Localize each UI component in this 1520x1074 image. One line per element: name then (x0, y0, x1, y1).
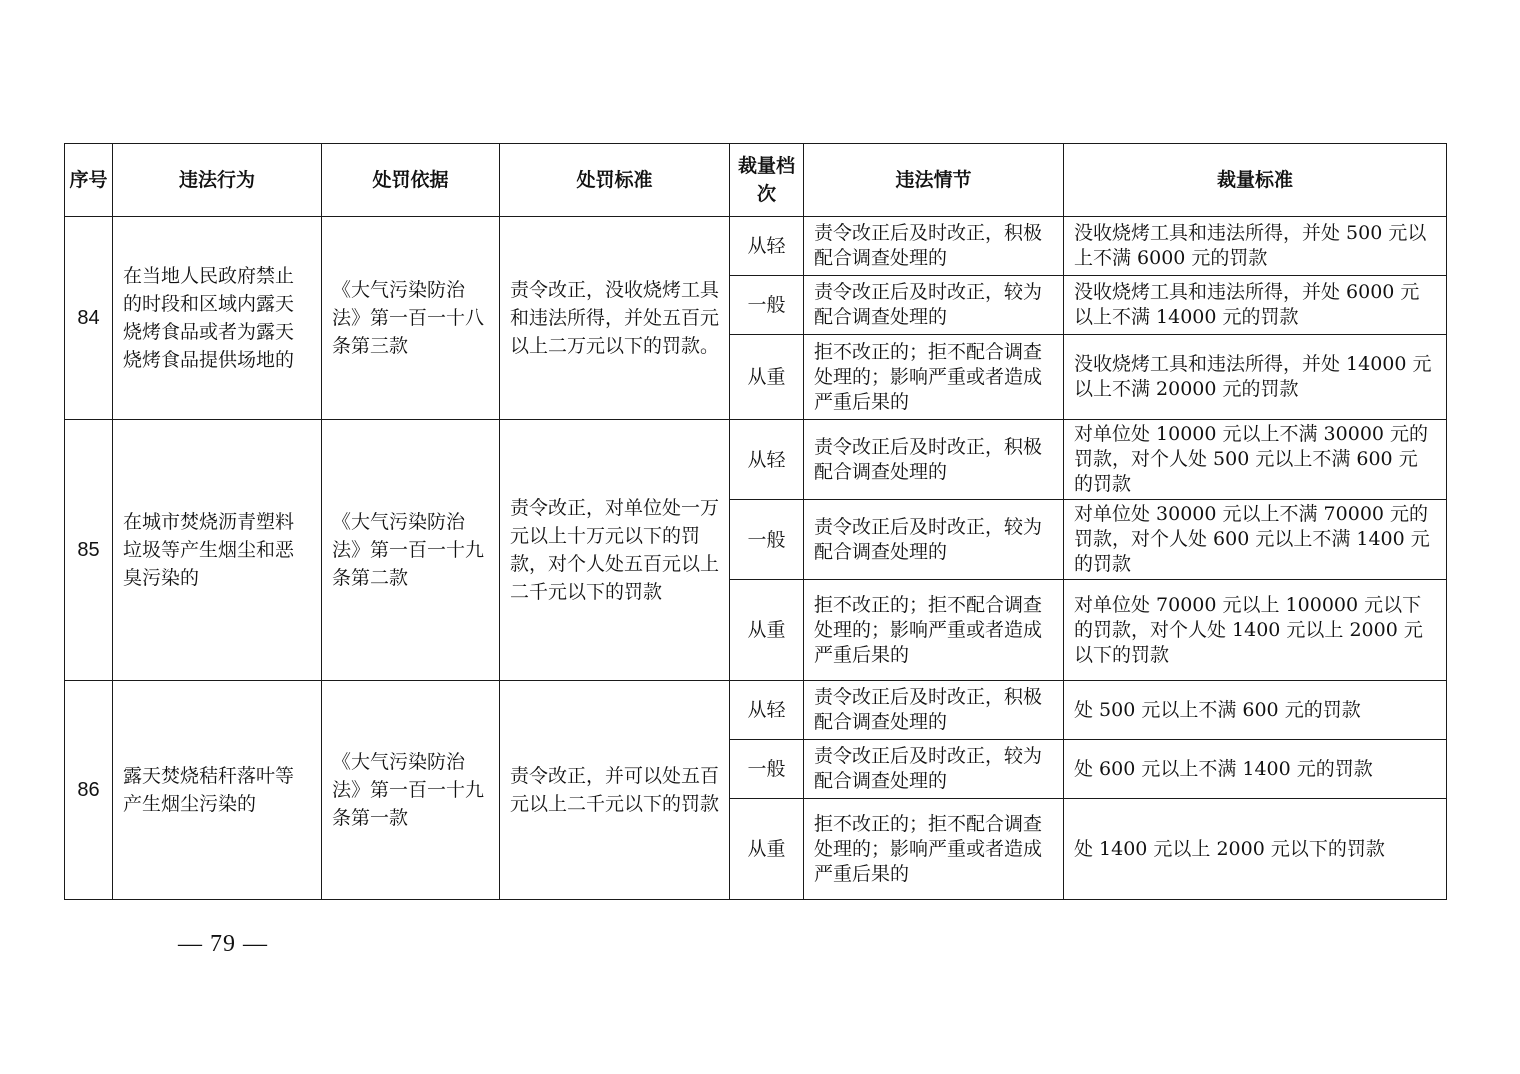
discretion-cell: 对单位处 10000 元以上不满 30000 元的罚款，对个人处 500 元以上不满 600 元的罚款 (1064, 420, 1447, 500)
standard-cell: 责令改正，对单位处一万元以上十万元以下的罚款，对个人处五百元以上二千元以下的罚款 (500, 420, 730, 681)
circumstance-cell: 责令改正后及时改正，积极配合调查处理的 (804, 217, 1064, 276)
grade-cell: 从轻 (730, 681, 804, 740)
grade-cell: 从轻 (730, 217, 804, 276)
discretion-cell: 处 1400 元以上 2000 元以下的罚款 (1064, 799, 1447, 900)
header-row (65, 144, 1447, 217)
grade-cell: 从重 (730, 335, 804, 420)
circumstance-cell: 拒不改正的；拒不配合调查处理的；影响严重或者造成严重后果的 (804, 799, 1064, 900)
header-behavior: 违法行为 (113, 144, 322, 217)
table-row (65, 217, 1447, 276)
grade-cell: 从轻 (730, 420, 804, 500)
grade-cell: 一般 (730, 500, 804, 580)
behavior-cell: 在城市焚烧沥青塑料垃圾等产生烟尘和恶臭污染的 (113, 420, 322, 681)
circumstance-cell: 责令改正后及时改正，较为配合调查处理的 (804, 500, 1064, 580)
basis-cell: 《大气污染防治法》第一百一十九条第二款 (322, 420, 500, 681)
discretion-cell: 处 500 元以上不满 600 元的罚款 (1064, 681, 1447, 740)
seq-cell: 85 (65, 420, 113, 681)
circumstance-cell: 拒不改正的；拒不配合调查处理的；影响严重或者造成严重后果的 (804, 580, 1064, 681)
circumstance-cell: 责令改正后及时改正，较为配合调查处理的 (804, 276, 1064, 335)
circumstance-cell: 拒不改正的；拒不配合调查处理的；影响严重或者造成严重后果的 (804, 335, 1064, 420)
standard-cell: 责令改正，并可以处五百元以上二千元以下的罚款 (500, 681, 730, 900)
page-number: — 79 — (178, 931, 268, 957)
seq-cell: 86 (65, 681, 113, 900)
discretion-cell: 没收烧烤工具和违法所得，并处 500 元以上不满 6000 元的罚款 (1064, 217, 1447, 276)
penalty-discretion-table (64, 143, 1447, 900)
standard-cell: 责令改正，没收烧烤工具和违法所得，并处五百元以上二万元以下的罚款。 (500, 217, 730, 420)
basis-cell: 《大气污染防治法》第一百一十九条第一款 (322, 681, 500, 900)
circumstance-cell: 责令改正后及时改正，较为配合调查处理的 (804, 740, 1064, 799)
behavior-cell: 在当地人民政府禁止的时段和区域内露天烧烤食品或者为露天烧烤食品提供场地的 (113, 217, 322, 420)
discretion-cell: 没收烧烤工具和违法所得，并处 6000 元以上不满 14000 元的罚款 (1064, 276, 1447, 335)
basis-cell: 《大气污染防治法》第一百一十八条第三款 (322, 217, 500, 420)
discretion-cell: 没收烧烤工具和违法所得，并处 14000 元以上不满 20000 元的罚款 (1064, 335, 1447, 420)
seq-cell: 84 (65, 217, 113, 420)
discretion-cell: 处 600 元以上不满 1400 元的罚款 (1064, 740, 1447, 799)
discretion-cell: 对单位处 30000 元以上不满 70000 元的罚款，对个人处 600 元以上不满 1400 元的罚款 (1064, 500, 1447, 580)
header-standard: 处罚标准 (500, 144, 730, 217)
header-grade: 裁量档次 (730, 144, 804, 217)
grade-cell: 一般 (730, 740, 804, 799)
header-circumstance: 违法情节 (804, 144, 1064, 217)
table-row (65, 681, 1447, 740)
header-basis: 处罚依据 (322, 144, 500, 217)
grade-cell: 从重 (730, 580, 804, 681)
header-seq: 序号 (65, 144, 113, 217)
header-discretion: 裁量标准 (1064, 144, 1447, 217)
table-row (65, 420, 1447, 500)
grade-cell: 一般 (730, 276, 804, 335)
behavior-cell: 露天焚烧秸秆落叶等产生烟尘污染的 (113, 681, 322, 900)
circumstance-cell: 责令改正后及时改正，积极配合调查处理的 (804, 420, 1064, 500)
circumstance-cell: 责令改正后及时改正，积极配合调查处理的 (804, 681, 1064, 740)
discretion-cell: 对单位处 70000 元以上 100000 元以下的罚款，对个人处 1400 元以上 2000 元以下的罚款 (1064, 580, 1447, 681)
grade-cell: 从重 (730, 799, 804, 900)
